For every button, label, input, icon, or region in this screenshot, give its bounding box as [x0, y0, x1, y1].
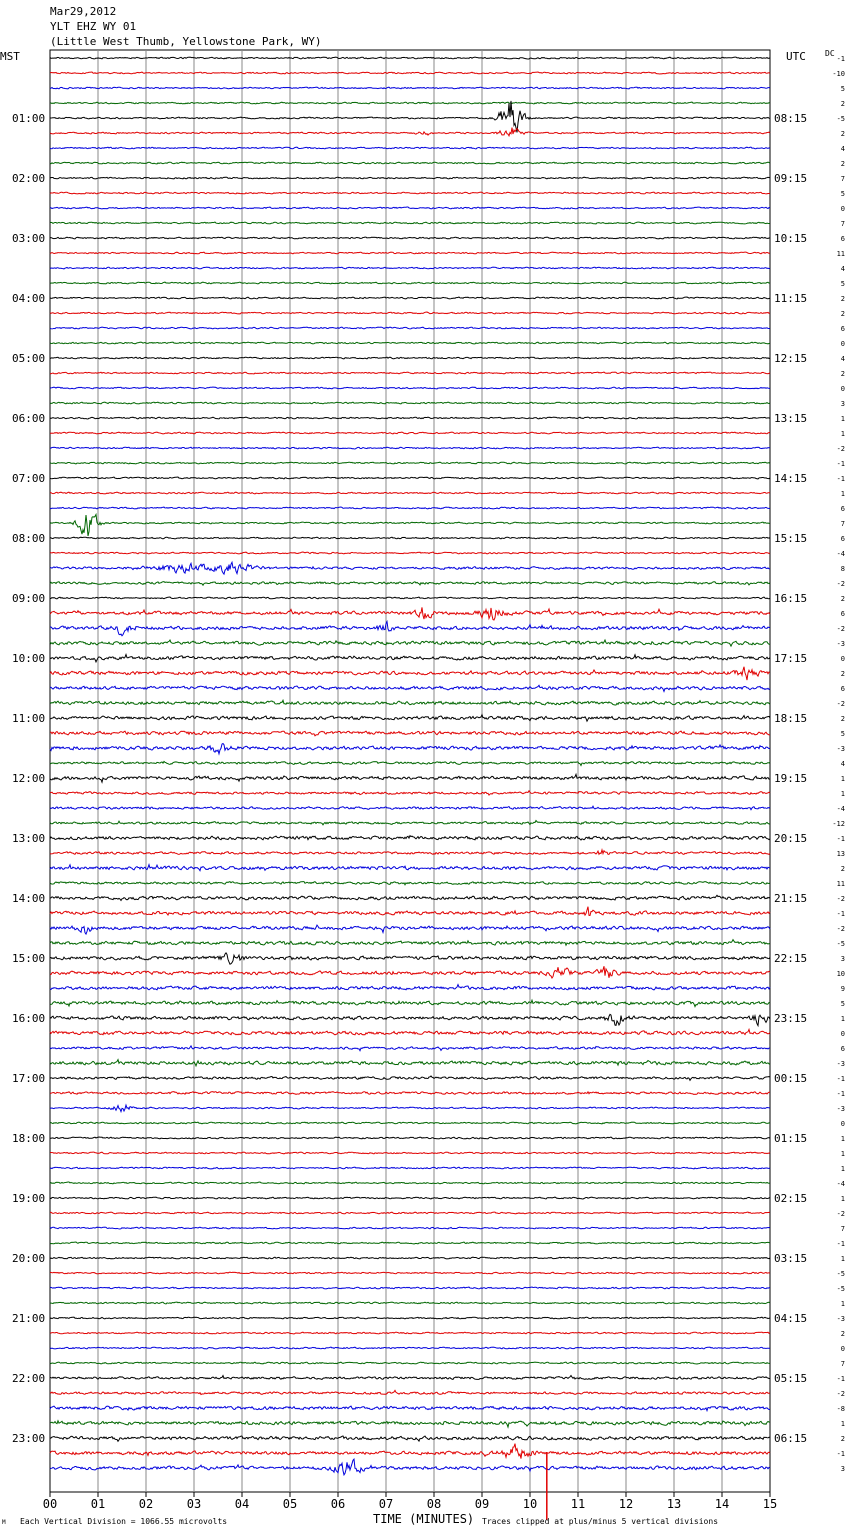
x-tick-label: 14 [714, 1497, 730, 1511]
dc-offset-label: 1 [840, 1195, 845, 1203]
dc-offset-label: 2 [840, 310, 845, 318]
dc-offset-label: 4 [840, 265, 845, 273]
dc-offset-label: -1 [836, 1240, 845, 1248]
trace-row [50, 237, 770, 239]
plot-frame [50, 50, 770, 1492]
utc-hour-label: 00:15 [774, 1072, 808, 1085]
dc-offset-label: -3 [836, 640, 845, 648]
trace-row [50, 192, 770, 194]
trace-row [50, 252, 770, 254]
mst-hour-label: 13:00 [12, 832, 46, 845]
mst-hour-label: 07:00 [12, 472, 46, 485]
trace-row [50, 655, 770, 662]
trace-row [50, 312, 770, 314]
trace-row [50, 1287, 770, 1289]
trace-row [50, 102, 770, 104]
trace-row [50, 761, 770, 765]
trace-row [50, 72, 770, 74]
dc-offset-label: 1 [840, 415, 845, 423]
dc-offset-label: -3 [836, 745, 845, 753]
mst-hour-label: 16:00 [12, 1012, 46, 1025]
utc-hour-label: 23:15 [774, 1012, 808, 1025]
trace-row [50, 327, 770, 329]
dc-offset-label: 4 [840, 145, 845, 153]
trace-row [50, 1390, 770, 1394]
trace-row [50, 1421, 770, 1427]
x-tick-label: 12 [618, 1497, 634, 1511]
trace-row [50, 622, 770, 636]
x-tick-label: 02 [138, 1497, 154, 1511]
dc-offset-label: 2 [840, 1435, 845, 1443]
trace-row [50, 267, 770, 269]
dc-offset-label: -1 [836, 1450, 845, 1458]
trace-row [50, 552, 770, 554]
x-tick-label: 15 [762, 1497, 778, 1511]
dc-offset-label: 0 [840, 385, 845, 393]
utc-hour-label: 18:15 [774, 712, 808, 725]
dc-offset-label: 6 [840, 235, 845, 243]
axis-labels [12, 55, 845, 1511]
x-tick-label: 09 [474, 1497, 490, 1511]
dc-offset-label: -3 [836, 1315, 845, 1323]
dc-offset-label: 10 [836, 970, 845, 978]
trace-row [50, 1257, 770, 1259]
dc-offset-label: 5 [840, 85, 845, 93]
dc-offset-label: 2 [840, 595, 845, 603]
mst-hour-label: 17:00 [12, 1072, 46, 1085]
trace-row [50, 806, 770, 810]
trace-row [50, 925, 770, 934]
trace-row [50, 774, 770, 782]
mst-hour-label: 20:00 [12, 1252, 46, 1265]
trace-row [50, 1212, 770, 1214]
trace-row [50, 515, 770, 537]
dc-offset-label: 6 [840, 505, 845, 513]
dc-offset-label: 2 [840, 100, 845, 108]
mst-hour-label: 02:00 [12, 172, 46, 185]
trace-row [50, 507, 770, 509]
x-tick-label: 03 [186, 1497, 202, 1511]
mst-hour-label: 22:00 [12, 1372, 46, 1385]
trace-row [50, 1436, 770, 1441]
dc-offset-label: 7 [840, 175, 845, 183]
dc-offset-label: 11 [836, 250, 845, 258]
trace-row [50, 222, 770, 224]
trace-row [50, 1137, 770, 1139]
dc-offset-label: -2 [836, 895, 845, 903]
right-axis-label: UTC [786, 50, 806, 63]
dc-offset-label: 1 [840, 1150, 845, 1158]
dc-offset-label: 5 [840, 730, 845, 738]
trace-row [50, 597, 770, 599]
seismic-traces [50, 57, 770, 1520]
x-tick-label: 13 [666, 1497, 682, 1511]
trace-row [50, 882, 770, 885]
dc-offset-label: -2 [836, 445, 845, 453]
dc-offset-label: -4 [836, 1180, 845, 1188]
trace-row [50, 731, 770, 736]
mst-hour-label: 12:00 [12, 772, 46, 785]
dc-offset-label: -3 [836, 1105, 845, 1113]
trace-row [50, 1060, 770, 1066]
dc-offset-label: 2 [840, 130, 845, 138]
trace-row [50, 836, 770, 840]
trace-row [50, 700, 770, 705]
dc-offset-label: 7 [840, 1225, 845, 1233]
mst-hour-label: 18:00 [12, 1132, 46, 1145]
trace-row [50, 1092, 770, 1095]
dc-offset-label: 2 [840, 715, 845, 723]
x-tick-label: 06 [330, 1497, 346, 1511]
mst-hour-label: 04:00 [12, 292, 46, 305]
dc-offset-label: 2 [840, 295, 845, 303]
utc-hour-label: 09:15 [774, 172, 808, 185]
trace-row [50, 462, 770, 464]
dc-offset-label: -10 [832, 70, 845, 78]
mst-hour-label: 01:00 [12, 112, 46, 125]
dc-offset-label: -4 [836, 805, 845, 813]
x-tick-label: 01 [90, 1497, 106, 1511]
trace-row [50, 791, 770, 795]
mst-hour-label: 23:00 [12, 1432, 46, 1445]
trace-row [50, 1000, 770, 1006]
dc-offset-label: 3 [840, 1465, 845, 1473]
mst-hour-label: 09:00 [12, 592, 46, 605]
trace-row [50, 607, 770, 620]
dc-offset-label: -1 [836, 1090, 845, 1098]
trace-row [50, 685, 770, 691]
trace-row [50, 177, 770, 179]
dc-offset-label: 1 [840, 1135, 845, 1143]
utc-hour-label: 01:15 [774, 1132, 808, 1145]
dc-offset-label: 5 [840, 280, 845, 288]
mst-hour-label: 21:00 [12, 1312, 46, 1325]
dc-label: DC [825, 49, 835, 58]
trace-row [50, 821, 770, 825]
trace-row [50, 1444, 770, 1459]
trace-row [50, 1376, 770, 1380]
utc-hour-label: 20:15 [774, 832, 808, 845]
utc-hour-label: 08:15 [774, 112, 808, 125]
dc-offset-label: 1 [840, 430, 845, 438]
mst-hour-label: 11:00 [12, 712, 46, 725]
dc-offset-label: 7 [840, 1360, 845, 1368]
trace-row [50, 101, 770, 132]
trace-row [50, 640, 770, 646]
dc-offset-label: 6 [840, 685, 845, 693]
dc-offset-label: -1 [836, 910, 845, 918]
dc-offset-label: 3 [840, 955, 845, 963]
trace-row [50, 1152, 770, 1154]
trace-row [50, 1182, 770, 1184]
utc-hour-label: 03:15 [774, 1252, 808, 1265]
dc-offset-label: 11 [836, 880, 845, 888]
x-axis-title: TIME (MINUTES) [373, 1512, 475, 1526]
utc-hour-label: 22:15 [774, 952, 808, 965]
dc-offset-label: -4 [836, 550, 845, 558]
trace-row [50, 387, 770, 389]
x-tick-label: 04 [234, 1497, 250, 1511]
dc-offset-label: 1 [840, 1165, 845, 1173]
utc-hour-label: 12:15 [774, 352, 808, 365]
trace-row [50, 907, 770, 916]
trace-row [50, 895, 770, 900]
trace-row [50, 402, 770, 404]
trace-row [50, 1197, 770, 1199]
utc-hour-label: 10:15 [774, 232, 808, 245]
dc-offset-label: -2 [836, 700, 845, 708]
dc-offset-label: 2 [840, 1330, 845, 1338]
dc-offset-label: 0 [840, 1030, 845, 1038]
trace-row [50, 147, 770, 149]
dc-offset-label: -1 [836, 835, 845, 843]
dc-offset-label: -12 [832, 820, 845, 828]
dc-offset-label: 1 [840, 490, 845, 498]
dc-offset-label: 6 [840, 325, 845, 333]
trace-row [50, 432, 770, 434]
dc-offset-label: -2 [836, 1210, 845, 1218]
dc-offset-label: 4 [840, 760, 845, 768]
dc-offset-label: 13 [836, 850, 845, 858]
utc-hour-label: 19:15 [774, 772, 808, 785]
trace-row [50, 282, 770, 284]
dc-offset-label: -5 [836, 1285, 845, 1293]
dc-offset-label: 7 [840, 520, 845, 528]
x-tick-label: 00 [42, 1497, 58, 1511]
x-tick-label: 11 [570, 1497, 586, 1511]
dc-offset-label: 0 [840, 340, 845, 348]
dc-offset-label: 0 [840, 1345, 845, 1353]
mst-hour-label: 19:00 [12, 1192, 46, 1205]
dc-offset-label: 0 [840, 1120, 845, 1128]
dc-offset-label: 5 [840, 1000, 845, 1008]
trace-row [50, 582, 770, 586]
dc-offset-label: -1 [836, 55, 845, 63]
trace-row [50, 1076, 770, 1080]
trace-row [50, 562, 770, 574]
utc-hour-label: 06:15 [774, 1432, 808, 1445]
dc-offset-label: 6 [840, 1045, 845, 1053]
trace-row [50, 744, 770, 754]
trace-row [50, 1459, 770, 1475]
trace-row [50, 1317, 770, 1319]
header-date: Mar29,2012 [50, 5, 117, 18]
dc-offset-label: 1 [840, 1420, 845, 1428]
trace-row [50, 715, 770, 722]
header-location: (Little West Thumb, Yellowstone Park, WY) [50, 35, 322, 48]
trace-row [50, 417, 770, 419]
mst-hour-label: 03:00 [12, 232, 46, 245]
x-tick-label: 07 [378, 1497, 394, 1511]
mst-hour-label: 10:00 [12, 652, 46, 665]
trace-row [50, 492, 770, 494]
utc-hour-label: 15:15 [774, 532, 808, 545]
trace-row [50, 87, 770, 89]
trace-row [50, 1227, 770, 1229]
dc-offset-label: 8 [840, 565, 845, 573]
dc-offset-label: -2 [836, 1390, 845, 1398]
dc-offset-label: 4 [840, 355, 845, 363]
dc-offset-label: 5 [840, 190, 845, 198]
header-station: YLT EHZ WY 01 [50, 20, 137, 33]
dc-offset-label: -3 [836, 1060, 845, 1068]
mst-hour-label: 15:00 [12, 952, 46, 965]
mst-hour-label: 06:00 [12, 412, 46, 425]
dc-offset-label: 2 [840, 370, 845, 378]
dc-offset-label: -1 [836, 475, 845, 483]
utc-hour-label: 21:15 [774, 892, 808, 905]
trace-row [50, 1122, 770, 1124]
dc-offset-label: -2 [836, 580, 845, 588]
trace-row [50, 966, 770, 978]
dc-offset-label: 0 [840, 655, 845, 663]
utc-hour-label: 17:15 [774, 652, 808, 665]
left-axis-label: MST [0, 50, 20, 63]
dc-offset-label: -1 [836, 1075, 845, 1083]
dc-offset-label: 1 [840, 790, 845, 798]
dc-offset-label: 0 [840, 205, 845, 213]
mst-hour-label: 14:00 [12, 892, 46, 905]
trace-row [50, 1242, 770, 1244]
dc-offset-label: -5 [836, 940, 845, 948]
dc-offset-label: -8 [836, 1405, 845, 1413]
trace-row [50, 1302, 770, 1304]
footer-mark: M [2, 1519, 6, 1526]
trace-row [50, 447, 770, 449]
utc-hour-label: 02:15 [774, 1192, 808, 1205]
trace-row [50, 537, 770, 539]
mst-hour-label: 05:00 [12, 352, 46, 365]
trace-row [50, 850, 770, 855]
dc-offset-label: -1 [836, 460, 845, 468]
dc-offset-label: 3 [840, 400, 845, 408]
trace-row [50, 342, 770, 344]
dc-offset-label: 2 [840, 865, 845, 873]
x-tick-label: 05 [282, 1497, 298, 1511]
dc-offset-label: 7 [840, 220, 845, 228]
utc-hour-label: 11:15 [774, 292, 808, 305]
dc-offset-label: -2 [836, 925, 845, 933]
trace-row [50, 985, 770, 990]
x-tick-label: 10 [522, 1497, 538, 1511]
utc-hour-label: 13:15 [774, 412, 808, 425]
dc-offset-label: 9 [840, 985, 845, 993]
trace-row [50, 357, 770, 359]
trace-row [50, 207, 770, 209]
trace-row [50, 1046, 770, 1051]
dc-offset-label: 1 [840, 1015, 845, 1023]
trace-row [50, 1406, 770, 1411]
dc-offset-label: -5 [836, 1270, 845, 1278]
minute-gridlines [50, 50, 770, 1497]
trace-row [50, 953, 770, 964]
trace-row [50, 865, 770, 871]
utc-hour-label: 16:15 [774, 592, 808, 605]
trace-row [50, 1332, 770, 1334]
trace-row [50, 1167, 770, 1169]
dc-offset-label: 2 [840, 160, 845, 168]
trace-row [50, 162, 770, 164]
dc-offset-label: -5 [836, 115, 845, 123]
trace-row [50, 1105, 770, 1112]
trace-row [50, 477, 770, 479]
dc-offset-label: 2 [840, 670, 845, 678]
trace-row [50, 128, 770, 136]
trace-row [50, 1029, 770, 1034]
trace-row [50, 667, 770, 680]
utc-hour-label: 05:15 [774, 1372, 808, 1385]
trace-row [50, 1014, 770, 1025]
footer-clipping-note: Traces clipped at plus/minus 5 vertical divisions [482, 1517, 719, 1526]
trace-row [50, 1362, 770, 1364]
dc-offset-label: 6 [840, 610, 845, 618]
trace-row [50, 940, 770, 946]
x-tick-label: 08 [426, 1497, 442, 1511]
dc-offset-label: -2 [836, 625, 845, 633]
dc-offset-label: -1 [836, 1375, 845, 1383]
utc-hour-label: 14:15 [774, 472, 808, 485]
trace-row [50, 1347, 770, 1349]
footer-vertical-division: Each Vertical Division = 1066.55 microvolts [20, 1517, 228, 1526]
dc-offset-label: 1 [840, 1300, 845, 1308]
mst-hour-label: 08:00 [12, 532, 46, 545]
dc-offset-label: 1 [840, 1255, 845, 1263]
trace-row [50, 57, 770, 59]
utc-hour-label: 04:15 [774, 1312, 808, 1325]
dc-offset-label: 1 [840, 775, 845, 783]
dc-offset-label: 6 [840, 535, 845, 543]
trace-row [50, 1272, 770, 1274]
trace-row [50, 372, 770, 374]
trace-row [50, 297, 770, 299]
